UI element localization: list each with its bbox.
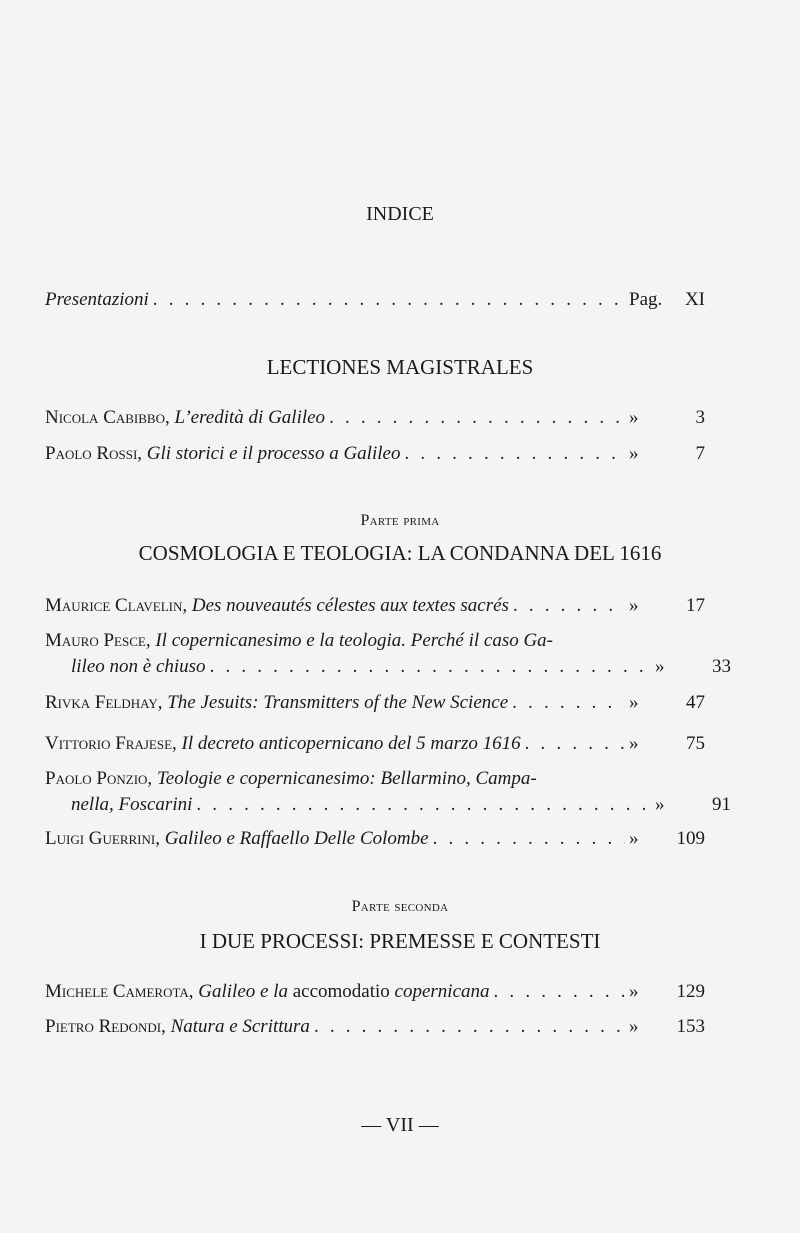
entry-page: 91 [712,794,731,815]
entry-title-part: Galileo e la [198,981,288,1002]
pag-label: Pag. [629,289,663,310]
toc-entry-presentazioni[interactable] [45,287,705,313]
entry-page: 129 [676,981,705,1002]
toc-entry[interactable] [45,690,705,716]
dot-leader [404,441,625,467]
ditto-mark: » [629,595,639,616]
dot-leader [314,1014,625,1040]
entry-page: 33 [712,656,731,677]
entry-title: The Jesuits: Transmitters of the New Science [167,692,509,713]
entry-page: 109 [676,828,705,849]
entry-title-latin: accomodatio [292,981,390,1002]
entry-author: Vittorio Frajese, [45,733,177,754]
toc-entry[interactable] [45,1014,705,1040]
entry-title: Il decreto anticopernicano del 5 marzo 1616 [181,733,521,754]
ditto-mark: » [655,656,665,677]
dot-leader [525,731,625,757]
entry-page: 3 [695,407,705,428]
toc-entry[interactable] [45,979,705,1005]
entry-page: 47 [686,692,705,713]
ditto-mark: » [629,733,639,754]
entry-author: Pietro Redondi, [45,1016,166,1037]
entry-title: Presentazioni [45,289,149,310]
entry-page: 17 [686,595,705,616]
dot-leader [494,979,625,1005]
ditto-mark: » [655,794,665,815]
ditto-mark: » [629,828,639,849]
entry-title: Galileo e Raffaello Delle Colombe [164,828,429,849]
toc-entry[interactable] [45,731,705,757]
entry-page: 153 [676,1016,705,1037]
dot-leader [512,690,625,716]
section-heading-part2: I DUE PROCESSI: PREMESSE E CONTESTI [199,929,601,953]
toc-entry[interactable] [45,826,705,852]
entry-author: Maurice Clavelin, [45,595,188,616]
toc-entry[interactable] [45,593,705,619]
ditto-mark: » [629,692,639,713]
entry-title: L’eredità di Galileo [174,407,326,428]
entry-title: Teologie e copernicanesimo: Bellarmino, Campa- [156,768,537,789]
dot-leader [210,654,651,680]
entry-title-part: copernicana [394,981,490,1002]
dot-leader [433,826,625,852]
ditto-mark: » [629,407,639,428]
ditto-mark: » [629,443,639,464]
part-label-2: Parte seconda [351,898,449,915]
entry-title: Gli storici e il processo a Galileo [146,443,401,464]
dot-leader [153,287,625,313]
section-heading-lectiones: LECTIONES MAGISTRALES [266,355,534,379]
entry-author: Michele Camerota, [45,981,194,1002]
ditto-mark: » [629,1016,639,1037]
entry-page: XI [684,289,705,310]
entry-title-continued: lileo non è chiuso [71,656,206,677]
part-label-1: Parte prima [360,512,440,529]
ditto-mark: » [629,981,639,1002]
dot-leader [513,593,625,619]
entry-page: 75 [686,733,705,754]
entry-title: Natura e Scrittura [170,1016,310,1037]
dot-leader [329,405,625,431]
dot-leader [196,792,651,818]
entry-author: Paolo Ponzio, [45,768,153,789]
entry-author: Mauro Pesce, [45,630,151,651]
entry-author: Luigi Guerrini, [45,828,160,849]
toc-entry[interactable] [45,405,705,431]
toc-entry[interactable] [45,441,705,467]
entry-author: Rivka Feldhay, [45,692,163,713]
entry-title: Il copernicanesimo e la teologia. Perché il caso Ga- [155,630,554,651]
page-folio: — VII — [361,1114,439,1136]
toc-entry[interactable] [45,628,731,680]
section-heading-part1: COSMOLOGIA E TEOLOGIA: LA CONDANNA DEL 1616 [138,541,662,565]
entry-title-continued: nella, Foscarini [71,794,193,815]
toc-entry[interactable] [45,766,731,818]
entry-author: Nicola Cabibbo, [45,407,170,428]
entry-author: Paolo Rossi, [45,443,143,464]
entry-page: 7 [695,443,705,464]
entry-title: Des nouveautés célestes aux textes sacrés [191,595,509,616]
page-title: INDICE [366,203,434,225]
